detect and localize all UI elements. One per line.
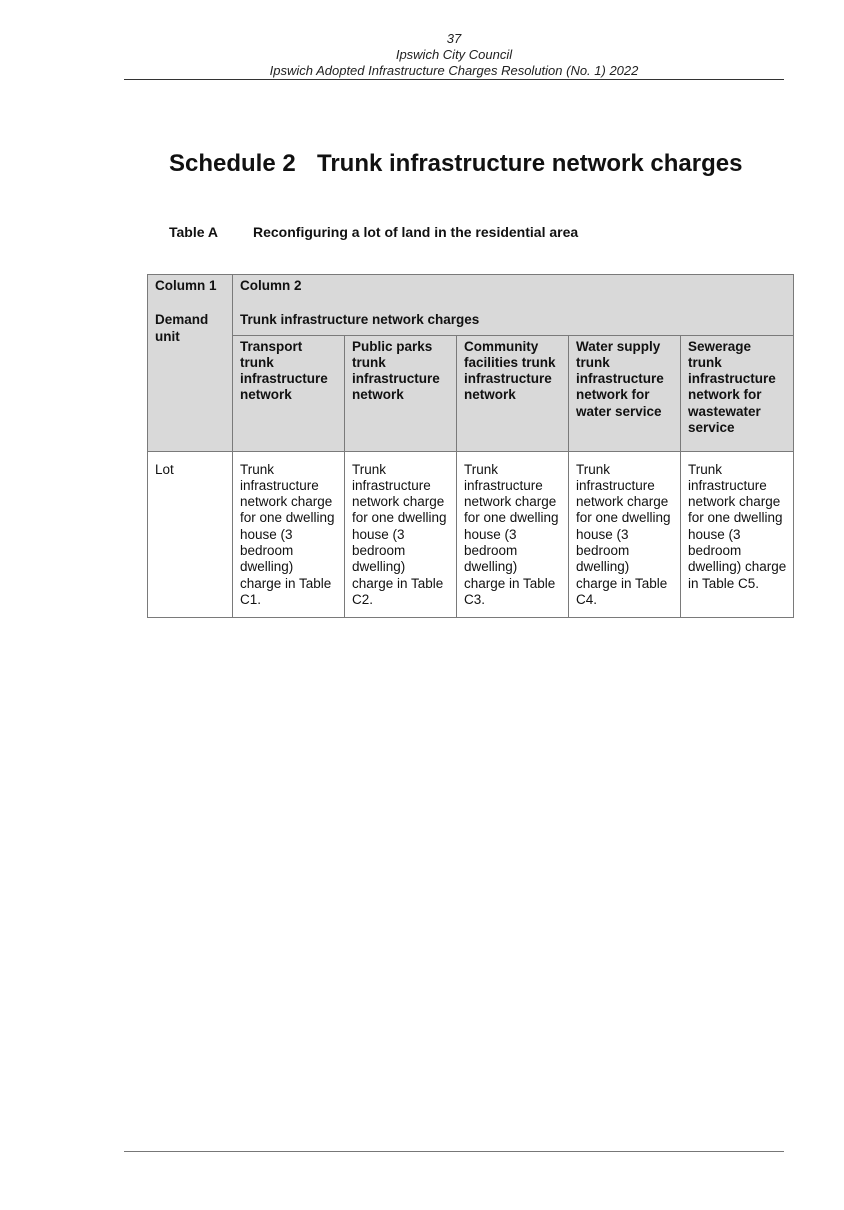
demand-unit-cell: Lot [148, 451, 233, 617]
column-1-header [148, 275, 233, 452]
header-rule [124, 79, 784, 80]
charge-cell-sewerage: Trunk infrastructure network charge for one dwelling house (3 bedroom dwelling) charge in Table C5. [681, 451, 794, 617]
column-2-subheading: Trunk infrastructure network charges [240, 312, 480, 328]
schedule-heading [169, 150, 742, 178]
table-title: Reconfiguring a lot of land in the residential area [253, 224, 579, 240]
charge-cell-water-supply: Trunk infrastructure network charge for one dwelling house (3 bedroom dwelling) charge in Table C4. [569, 451, 681, 617]
table-header-row [148, 275, 794, 336]
network-header-row [148, 335, 794, 451]
page-number: 37 [446, 31, 462, 46]
organisation-name: Ipswich City Council [395, 47, 513, 62]
table-caption [169, 224, 578, 240]
column-2-header [233, 275, 794, 336]
column-2-heading: Column 2 [240, 278, 302, 293]
network-header-water-supply: Water supply trunk infrastructure network for water service [569, 335, 681, 451]
charge-cell-community-facilities: Trunk infrastructure network charge for one dwelling house (3 bedroom dwelling) charge in Table C3. [457, 451, 569, 617]
column-1-subheading: Demand unit [155, 312, 209, 344]
table-row [148, 451, 794, 617]
column-1-heading: Column 1 [155, 278, 217, 293]
footer-rule [124, 1151, 784, 1152]
table-label: Table A [169, 224, 219, 240]
schedule-title: Trunk infrastructure network charges [317, 150, 743, 177]
charges-table [147, 274, 794, 618]
network-header-public-parks: Public parks trunk infrastructure network [345, 335, 457, 451]
schedule-number: Schedule 2 [169, 150, 296, 177]
document-title: Ipswich Adopted Infrastructure Charges Resolution (No. 1) 2022 [269, 63, 639, 78]
network-header-transport: Transport trunk infrastructure network [233, 335, 345, 451]
network-header-sewerage: Sewerage trunk infrastructure network for wastewater service [681, 335, 794, 451]
charge-cell-transport: Trunk infrastructure network charge for one dwelling house (3 bedroom dwelling) charge in Table C1. [233, 451, 345, 617]
charge-cell-public-parks: Trunk infrastructure network charge for one dwelling house (3 bedroom dwelling) charge in Table C2. [345, 451, 457, 617]
network-header-community-facilities: Community facilities trunk infrastructure network [457, 335, 569, 451]
page-header [124, 31, 784, 79]
